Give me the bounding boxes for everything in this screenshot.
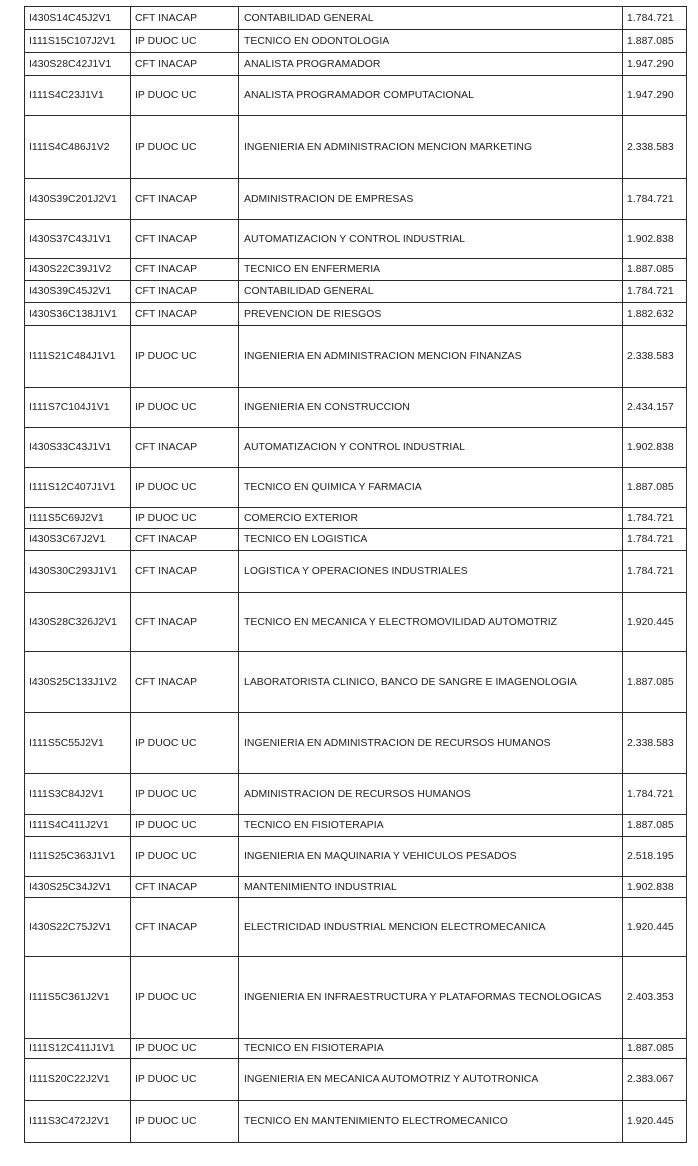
program-code-cell: I111S5C361J2V1	[25, 957, 131, 1039]
institution-cell: CFT INACAP	[131, 652, 239, 713]
amount-cell: 1.947.290	[623, 53, 687, 76]
amount-cell: 1.920.445	[623, 898, 687, 957]
program-code-cell: I111S3C472J2V1	[25, 1101, 131, 1143]
amount-cell: 1.902.838	[623, 220, 687, 259]
table-row	[25, 53, 687, 76]
institution-cell: IP DUOC UC	[131, 76, 239, 116]
amount-cell: 1.902.838	[623, 877, 687, 898]
program-name-cell: TECNICO EN ENFERMERIA	[239, 259, 623, 281]
program-name-cell: LOGISTICA Y OPERACIONES INDUSTRIALES	[239, 551, 623, 593]
table-row	[25, 713, 687, 774]
institution-cell: CFT INACAP	[131, 220, 239, 259]
institution-cell: CFT INACAP	[131, 259, 239, 281]
table-row	[25, 428, 687, 468]
program-name-cell: INGENIERIA EN CONSTRUCCION	[239, 388, 623, 428]
amount-cell: 2.518.195	[623, 837, 687, 877]
program-name-cell: MANTENIMIENTO INDUSTRIAL	[239, 877, 623, 898]
institution-cell: CFT INACAP	[131, 7, 239, 30]
program-name-cell: LABORATORISTA CLINICO, BANCO DE SANGRE E IMAGENOLOGIA	[239, 652, 623, 713]
program-code-cell: I430S28C326J2V1	[25, 593, 131, 652]
amount-cell: 1.887.085	[623, 468, 687, 508]
institution-cell: IP DUOC UC	[131, 388, 239, 428]
program-code-cell: I111S3C84J2V1	[25, 774, 131, 815]
institution-cell: IP DUOC UC	[131, 815, 239, 837]
program-code-cell: I111S4C23J1V1	[25, 76, 131, 116]
table-row	[25, 1039, 687, 1059]
institution-cell: IP DUOC UC	[131, 837, 239, 877]
program-name-cell: CONTABILIDAD GENERAL	[239, 281, 623, 303]
institution-cell: IP DUOC UC	[131, 508, 239, 529]
table-row	[25, 259, 687, 281]
program-name-cell: ADMINISTRACION DE RECURSOS HUMANOS	[239, 774, 623, 815]
program-code-cell: I430S30C293J1V1	[25, 551, 131, 593]
amount-cell: 2.383.067	[623, 1059, 687, 1101]
program-code-cell: I430S22C39J1V2	[25, 259, 131, 281]
program-code-cell: I111S15C107J2V1	[25, 30, 131, 53]
table-row	[25, 388, 687, 428]
program-code-cell: I430S39C201J2V1	[25, 179, 131, 220]
amount-cell: 1.784.721	[623, 179, 687, 220]
program-name-cell: TECNICO EN LOGISTICA	[239, 529, 623, 551]
institution-cell: CFT INACAP	[131, 593, 239, 652]
amount-cell: 1.887.085	[623, 1039, 687, 1059]
amount-cell: 1.784.721	[623, 281, 687, 303]
program-code-cell: I111S12C407J1V1	[25, 468, 131, 508]
table-row	[25, 593, 687, 652]
amount-cell: 1.887.085	[623, 652, 687, 713]
program-code-cell: I111S7C104J1V1	[25, 388, 131, 428]
program-code-cell: I111S25C363J1V1	[25, 837, 131, 877]
institution-cell: IP DUOC UC	[131, 713, 239, 774]
table-row	[25, 815, 687, 837]
amount-cell: 1.784.721	[623, 529, 687, 551]
institution-cell: CFT INACAP	[131, 529, 239, 551]
institution-cell: CFT INACAP	[131, 551, 239, 593]
institution-cell: IP DUOC UC	[131, 30, 239, 53]
amount-cell: 1.887.085	[623, 815, 687, 837]
program-name-cell: INGENIERIA EN ADMINISTRACION MENCION MARKETING	[239, 116, 623, 179]
table-row	[25, 774, 687, 815]
table-row	[25, 1101, 687, 1143]
table-row	[25, 837, 687, 877]
institution-cell: IP DUOC UC	[131, 116, 239, 179]
program-name-cell: ANALISTA PROGRAMADOR COMPUTACIONAL	[239, 76, 623, 116]
table-row	[25, 7, 687, 30]
institution-cell: CFT INACAP	[131, 303, 239, 326]
program-cost-table	[24, 6, 687, 1143]
program-code-cell: I430S39C45J2V1	[25, 281, 131, 303]
table-row	[25, 468, 687, 508]
table-row	[25, 303, 687, 326]
institution-cell: CFT INACAP	[131, 53, 239, 76]
program-name-cell: ELECTRICIDAD INDUSTRIAL MENCION ELECTROMECANICA	[239, 898, 623, 957]
amount-cell: 1.902.838	[623, 428, 687, 468]
scanned-document-page	[24, 6, 686, 1143]
amount-cell: 2.403.353	[623, 957, 687, 1039]
institution-cell: CFT INACAP	[131, 281, 239, 303]
program-name-cell: ADMINISTRACION DE EMPRESAS	[239, 179, 623, 220]
program-name-cell: TECNICO EN QUIMICA Y FARMACIA	[239, 468, 623, 508]
table-row	[25, 281, 687, 303]
program-name-cell: TECNICO EN FISIOTERAPIA	[239, 1039, 623, 1059]
program-code-cell: I430S3C67J2V1	[25, 529, 131, 551]
program-code-cell: I430S36C138J1V1	[25, 303, 131, 326]
amount-cell: 1.784.721	[623, 774, 687, 815]
program-name-cell: INGENIERIA EN ADMINISTRACION DE RECURSOS HUMANOS	[239, 713, 623, 774]
amount-cell: 1.784.721	[623, 508, 687, 529]
amount-cell: 2.434.157	[623, 388, 687, 428]
table-row	[25, 529, 687, 551]
program-code-cell: I430S25C34J2V1	[25, 877, 131, 898]
amount-cell: 2.338.583	[623, 713, 687, 774]
table-row	[25, 551, 687, 593]
table-row	[25, 76, 687, 116]
program-name-cell: INGENIERIA EN MAQUINARIA Y VEHICULOS PESADOS	[239, 837, 623, 877]
table-row	[25, 30, 687, 53]
institution-cell: CFT INACAP	[131, 428, 239, 468]
program-name-cell: COMERCIO EXTERIOR	[239, 508, 623, 529]
amount-cell: 1.947.290	[623, 76, 687, 116]
program-code-cell: I111S5C55J2V1	[25, 713, 131, 774]
institution-cell: IP DUOC UC	[131, 1059, 239, 1101]
program-name-cell: TECNICO EN FISIOTERAPIA	[239, 815, 623, 837]
table-row	[25, 326, 687, 388]
program-code-cell: I430S14C45J2V1	[25, 7, 131, 30]
program-name-cell: TECNICO EN ODONTOLOGIA	[239, 30, 623, 53]
amount-cell: 2.338.583	[623, 326, 687, 388]
institution-cell: CFT INACAP	[131, 179, 239, 220]
program-name-cell: ANALISTA PROGRAMADOR	[239, 53, 623, 76]
amount-cell: 2.338.583	[623, 116, 687, 179]
program-code-cell: I430S28C42J1V1	[25, 53, 131, 76]
institution-cell: IP DUOC UC	[131, 1039, 239, 1059]
program-name-cell: AUTOMATIZACION Y CONTROL INDUSTRIAL	[239, 428, 623, 468]
program-name-cell: AUTOMATIZACION Y CONTROL INDUSTRIAL	[239, 220, 623, 259]
institution-cell: CFT INACAP	[131, 877, 239, 898]
amount-cell: 1.887.085	[623, 259, 687, 281]
table-row	[25, 220, 687, 259]
amount-cell: 1.882.632	[623, 303, 687, 326]
program-code-cell: I430S33C43J1V1	[25, 428, 131, 468]
program-code-cell: I111S21C484J1V1	[25, 326, 131, 388]
amount-cell: 1.920.445	[623, 1101, 687, 1143]
institution-cell: CFT INACAP	[131, 898, 239, 957]
program-name-cell: PREVENCION DE RIESGOS	[239, 303, 623, 326]
table-row	[25, 179, 687, 220]
institution-cell: IP DUOC UC	[131, 957, 239, 1039]
program-code-cell: I111S12C411J1V1	[25, 1039, 131, 1059]
table-row	[25, 1059, 687, 1101]
institution-cell: IP DUOC UC	[131, 774, 239, 815]
program-name-cell: INGENIERIA EN INFRAESTRUCTURA Y PLATAFORMAS TECNOLOGICAS	[239, 957, 623, 1039]
table-row	[25, 898, 687, 957]
table-row	[25, 652, 687, 713]
program-name-cell: TECNICO EN MECANICA Y ELECTROMOVILIDAD AUTOMOTRIZ	[239, 593, 623, 652]
program-name-cell: TECNICO EN MANTENIMIENTO ELECTROMECANICO	[239, 1101, 623, 1143]
program-code-cell: I111S5C69J2V1	[25, 508, 131, 529]
program-code-cell: I430S25C133J1V2	[25, 652, 131, 713]
table-row	[25, 957, 687, 1039]
institution-cell: IP DUOC UC	[131, 326, 239, 388]
program-code-cell: I430S22C75J2V1	[25, 898, 131, 957]
amount-cell: 1.920.445	[623, 593, 687, 652]
table-row	[25, 877, 687, 898]
institution-cell: IP DUOC UC	[131, 1101, 239, 1143]
program-code-cell: I430S37C43J1V1	[25, 220, 131, 259]
table-row	[25, 116, 687, 179]
program-name-cell: INGENIERIA EN ADMINISTRACION MENCION FINANZAS	[239, 326, 623, 388]
program-code-cell: I111S4C486J1V2	[25, 116, 131, 179]
program-name-cell: CONTABILIDAD GENERAL	[239, 7, 623, 30]
program-code-cell: I111S20C22J2V1	[25, 1059, 131, 1101]
institution-cell: IP DUOC UC	[131, 468, 239, 508]
amount-cell: 1.784.721	[623, 551, 687, 593]
amount-cell: 1.887.085	[623, 30, 687, 53]
program-name-cell: INGENIERIA EN MECANICA AUTOMOTRIZ Y AUTOTRONICA	[239, 1059, 623, 1101]
amount-cell: 1.784.721	[623, 7, 687, 30]
program-code-cell: I111S4C411J2V1	[25, 815, 131, 837]
table-row	[25, 508, 687, 529]
